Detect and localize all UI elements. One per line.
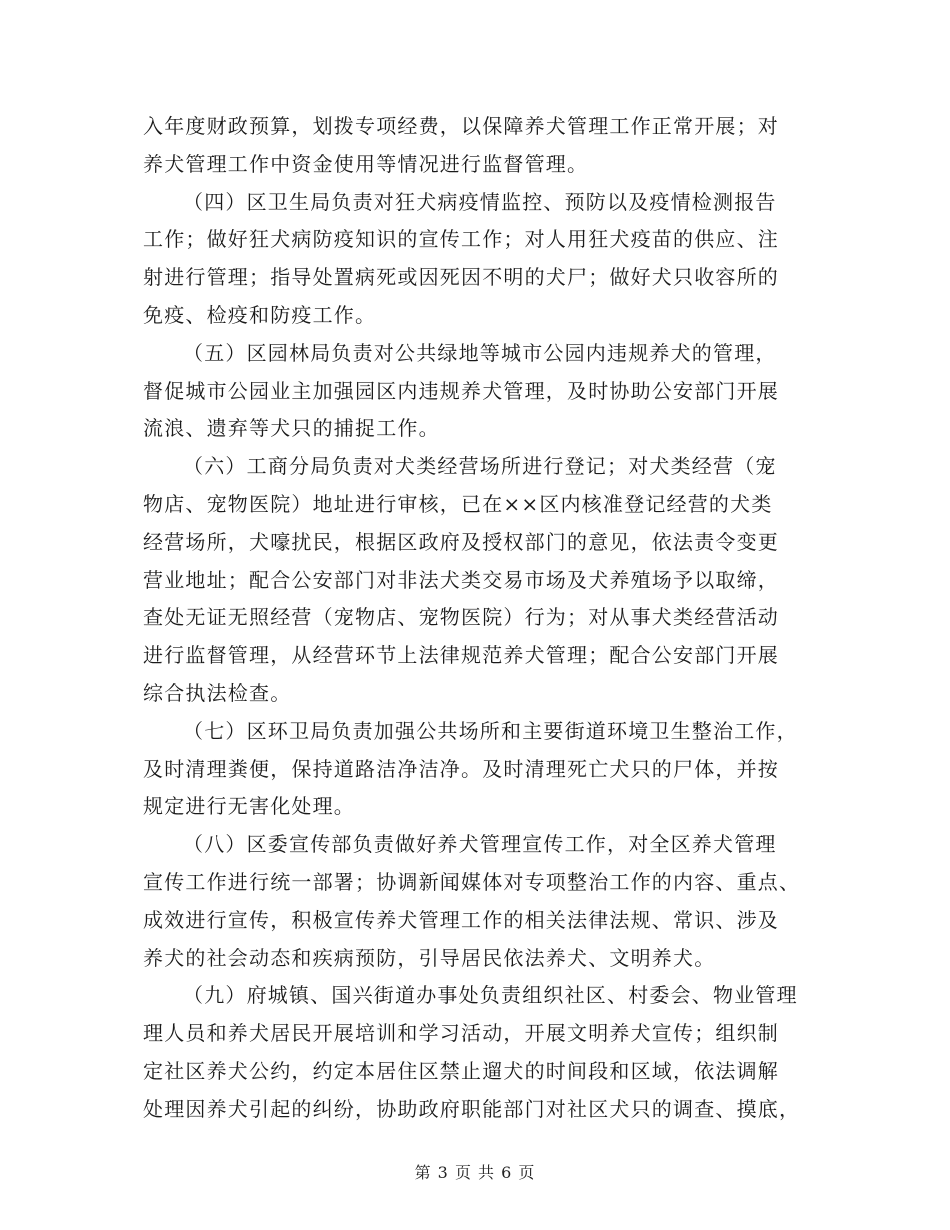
text-line: 宣传工作进行统一部署；协调新闻媒体对专项整治工作的内容、重点、 bbox=[143, 869, 801, 894]
text-line: （八）区委宣传部负责做好养犬管理宣传工作，对全区养犬管理 bbox=[183, 832, 777, 857]
text-line: （九）府城镇、国兴街道办事处负责组织社区、村委会、物业管理 bbox=[183, 983, 798, 1008]
text-line: 查处无证无照经营（宠物店、宠物医院）行为；对从事犬类经营活动 bbox=[143, 605, 779, 630]
body-text bbox=[143, 108, 807, 1129]
text-line: （四）区卫生局负责对狂犬病疫情监控、预防以及疫情检测报告 bbox=[183, 189, 777, 214]
text-line: （六）工商分局负责对犬类经营场所进行登记；对犬类经营（宠 bbox=[183, 454, 777, 479]
text-line: （七）区环卫局负责加强公共场所和主要街道环境卫生整治工作， bbox=[183, 718, 798, 743]
text-line: 免疫、检疫和防疫工作。 bbox=[143, 302, 377, 327]
text-line: 养犬的社会动态和疾病预防，引导居民依法养犬、文明养犬。 bbox=[143, 945, 716, 970]
text-line: 养犬管理工作中资金使用等情况进行监督管理。 bbox=[143, 151, 589, 176]
text-line: 射进行管理；指导处置病死或因死因不明的犬尸；做好犬只收容所的 bbox=[143, 265, 779, 290]
text-line: 进行监督管理，从经营环节上法律规范养犬管理；配合公安部门开展 bbox=[143, 643, 779, 668]
text-line: 营业地址；配合公安部门对非法犬类交易市场及犬养殖场予以取缔， bbox=[143, 567, 779, 592]
text-line: 流浪、遗弃等犬只的捕捉工作。 bbox=[143, 416, 440, 441]
text-line: 经营场所，犬嚎扰民，根据区政府及授权部门的意见，依法责令变更 bbox=[143, 529, 779, 554]
text-line: 理人员和养犬居民开展培训和学习活动，开展文明养犬宣传；组织制 bbox=[143, 1021, 779, 1046]
text-line: 及时清理粪便，保持道路洁净洁净。及时清理死亡犬只的尸体，并按 bbox=[143, 756, 779, 781]
text-line: 综合执法检查。 bbox=[143, 680, 292, 705]
text-line: 物店、宠物医院）地址进行审核，已在××区内核准登记经营的犬类 bbox=[143, 491, 773, 516]
text-line: 工作；做好狂犬病防疫知识的宣传工作；对人用狂犬疫苗的供应、注 bbox=[143, 227, 779, 252]
page-number-footer: 第 3 页 共 6 页 bbox=[414, 1163, 536, 1182]
text-line: 规定进行无害化处理。 bbox=[143, 794, 355, 819]
text-line: （五）区园林局负责对公共绿地等城市公园内违规养犬的管理， bbox=[183, 340, 777, 365]
text-line: 入年度财政预算，划拨专项经费，以保障养犬管理工作正常开展；对 bbox=[143, 114, 779, 138]
text-line: 定社区养犬公约，约定本居住区禁止遛犬的时间段和区域，依法调解 bbox=[143, 1058, 779, 1083]
text-line: 成效进行宣传，积极宣传养犬管理工作的相关法律法规、常识、涉及 bbox=[143, 907, 779, 932]
text-line: 督促城市公园业主加强园区内违规养犬管理，及时协助公安部门开展 bbox=[143, 378, 779, 403]
text-line: 处理因养犬引起的纠纷，协助政府职能部门对社区犬只的调查、摸底， bbox=[143, 1096, 801, 1121]
